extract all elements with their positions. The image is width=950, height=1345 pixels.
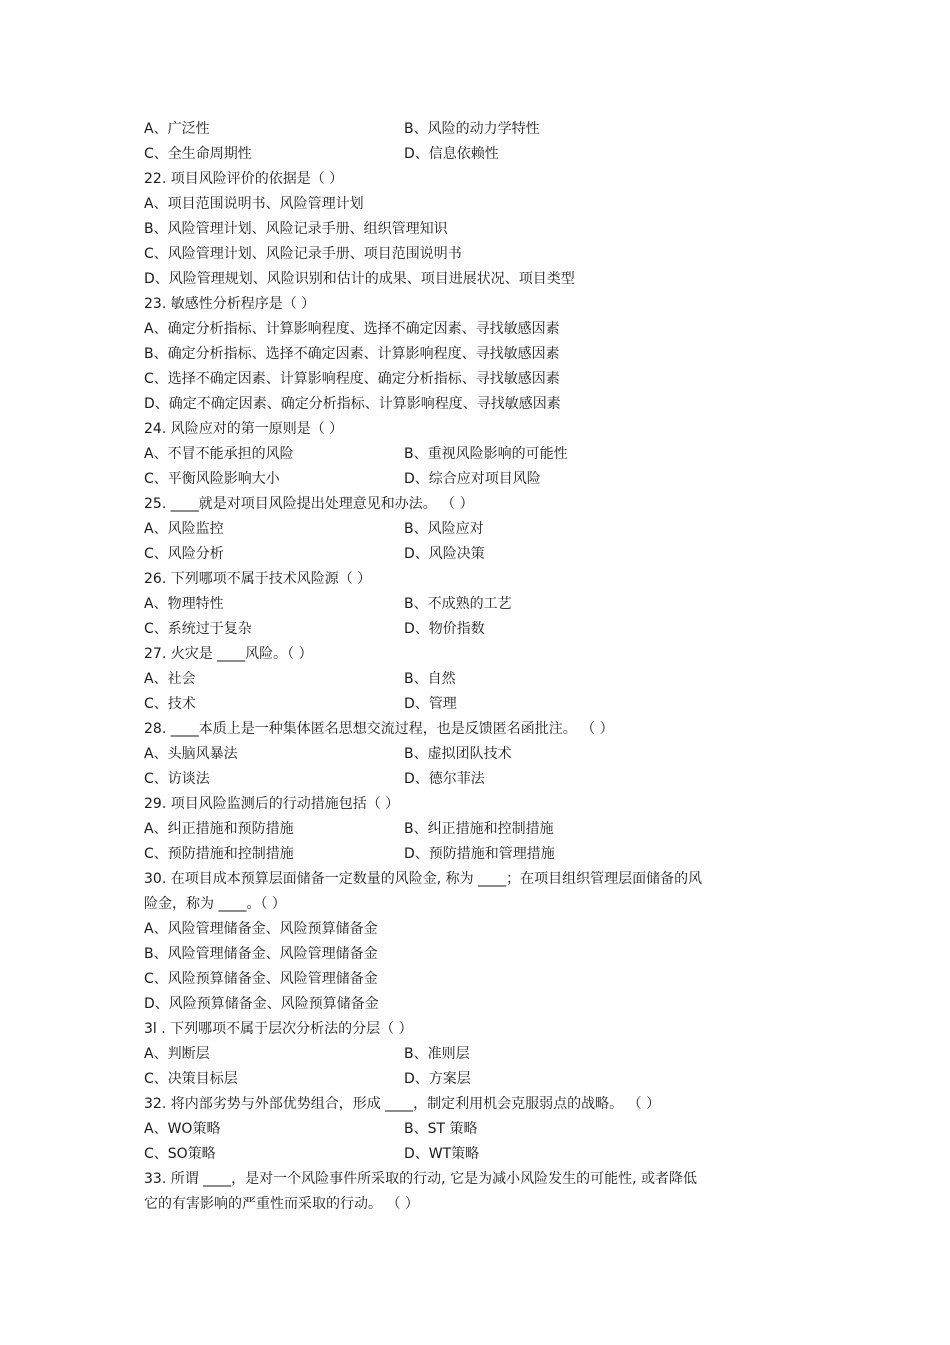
question-stem: 27. 火灾是 ____风险。（ ） bbox=[144, 646, 313, 662]
option-row bbox=[144, 1117, 814, 1142]
option-right: B、风险应对 bbox=[404, 521, 484, 537]
option-right: D、风险决策 bbox=[404, 546, 485, 562]
option-left: C、系统过于复杂 bbox=[144, 621, 252, 637]
option-row bbox=[144, 142, 814, 167]
option-left: A、纠正措施和预防措施 bbox=[144, 821, 294, 837]
option-left: A、不冒不能承担的风险 bbox=[144, 446, 294, 462]
question-stem: 33. 所谓 ____，是对一个风险事件所采取的行动, 它是为减小风险发生的可能性, 或者降低 bbox=[144, 1171, 697, 1187]
question-stem: 22. 项目风险评价的依据是（ ） bbox=[144, 171, 344, 187]
option-line: C、风险预算储备金、风险管理储备金 bbox=[144, 971, 378, 987]
option-right: B、ST 策略 bbox=[404, 1121, 478, 1137]
question-stem: 26. 下列哪项不属于技术风险源（ ） bbox=[144, 571, 372, 587]
option-row bbox=[144, 817, 814, 842]
option-row bbox=[144, 742, 814, 767]
option-line: 它的有害影响的严重性而采取的行动。 （ ） bbox=[144, 1196, 419, 1212]
option-left: C、访谈法 bbox=[144, 771, 210, 787]
question-stem: 24. 风险应对的第一原则是（ ） bbox=[144, 421, 344, 437]
option-right: B、重视风险影响的可能性 bbox=[404, 446, 568, 462]
option-right: B、准则层 bbox=[404, 1046, 470, 1062]
option-line: B、风险管理储备金、风险管理储备金 bbox=[144, 946, 378, 962]
option-line: D、风险管理规划、风险识别和估计的成果、项目进展状况、项目类型 bbox=[144, 271, 575, 287]
option-left: C、平衡风险影响大小 bbox=[144, 471, 280, 487]
option-left: C、技术 bbox=[144, 696, 196, 712]
option-right: D、信息依赖性 bbox=[404, 146, 499, 162]
option-row bbox=[144, 842, 814, 867]
option-line: D、确定不确定因素、确定分析指标、计算影响程度、寻找敏感因素 bbox=[144, 396, 561, 412]
exam-question-list bbox=[144, 117, 814, 1217]
option-left: A、WO策略 bbox=[144, 1121, 221, 1137]
option-row bbox=[144, 442, 814, 467]
option-row bbox=[144, 617, 814, 642]
option-right: B、自然 bbox=[404, 671, 456, 687]
option-row bbox=[144, 467, 814, 492]
option-line: C、选择不确定因素、计算影响程度、确定分析指标、寻找敏感因素 bbox=[144, 371, 560, 387]
question-stem: 23. 敏感性分析程序是（ ） bbox=[144, 296, 316, 312]
option-left: A、判断层 bbox=[144, 1046, 210, 1062]
option-left: A、物理特性 bbox=[144, 596, 224, 612]
option-line: A、确定分析指标、计算影响程度、选择不确定因素、寻找敏感因素 bbox=[144, 321, 560, 337]
option-row bbox=[144, 517, 814, 542]
option-right: B、风险的动力学特性 bbox=[404, 121, 540, 137]
option-right: D、WT策略 bbox=[404, 1146, 480, 1162]
question-stem: 28. ____本质上是一种集体匿名思想交流过程，也是反馈匿名函批注。 （ ） bbox=[144, 721, 614, 737]
option-left: C、决策目标层 bbox=[144, 1071, 238, 1087]
question-stem: 25. ____就是对项目风险提出处理意见和办法。 （ ） bbox=[144, 496, 474, 512]
question-stem: 29. 项目风险监测后的行动措施包括（ ） bbox=[144, 796, 400, 812]
option-row bbox=[144, 767, 814, 792]
option-left: C、预防措施和控制措施 bbox=[144, 846, 294, 862]
option-line: B、风险管理计划、风险记录手册、组织管理知识 bbox=[144, 221, 448, 237]
option-row bbox=[144, 1042, 814, 1067]
option-left: A、风险监控 bbox=[144, 521, 224, 537]
option-left: A、社会 bbox=[144, 671, 196, 687]
question-stem: 30. 在项目成本预算层面储备一定数量的风险金, 称为 ____；在项目组织管理层面储备的风 bbox=[144, 871, 703, 887]
option-line: A、项目范围说明书、风险管理计划 bbox=[144, 196, 364, 212]
question-stem: 3l . 下列哪项不属于层次分析法的分层（ ） bbox=[144, 1021, 413, 1037]
option-row bbox=[144, 1142, 814, 1167]
option-left: C、SO策略 bbox=[144, 1146, 216, 1162]
option-row bbox=[144, 692, 814, 717]
option-row bbox=[144, 117, 814, 142]
option-right: B、纠正措施和控制措施 bbox=[404, 821, 554, 837]
option-line: B、确定分析指标、选择不确定因素、计算影响程度、寻找敏感因素 bbox=[144, 346, 560, 362]
option-left: A、广泛性 bbox=[144, 121, 210, 137]
option-left: A、头脑风暴法 bbox=[144, 746, 238, 762]
option-left: C、全生命周期性 bbox=[144, 146, 252, 162]
option-line: C、风险管理计划、风险记录手册、项目范围说明书 bbox=[144, 246, 462, 262]
question-stem: 32. 将内部劣势与外部优势组合，形成 ____，制定利用机会克服弱点的战略。 （ ） bbox=[144, 1096, 661, 1112]
option-right: D、管理 bbox=[404, 696, 457, 712]
option-right: B、不成熟的工艺 bbox=[404, 596, 512, 612]
option-right: D、预防措施和管理措施 bbox=[404, 846, 555, 862]
option-row bbox=[144, 542, 814, 567]
option-right: D、德尔菲法 bbox=[404, 771, 485, 787]
option-right: D、方案层 bbox=[404, 1071, 471, 1087]
option-row bbox=[144, 1067, 814, 1092]
option-row bbox=[144, 667, 814, 692]
option-right: D、物价指数 bbox=[404, 621, 485, 637]
option-right: D、综合应对项目风险 bbox=[404, 471, 541, 487]
option-right: B、虚拟团队技术 bbox=[404, 746, 512, 762]
option-line: D、风险预算储备金、风险预算储备金 bbox=[144, 996, 379, 1012]
option-row bbox=[144, 592, 814, 617]
option-left: C、风险分析 bbox=[144, 546, 224, 562]
option-line: 险金，称为 ____。（ ） bbox=[144, 896, 286, 912]
option-line: A、风险管理储备金、风险预算储备金 bbox=[144, 921, 378, 937]
